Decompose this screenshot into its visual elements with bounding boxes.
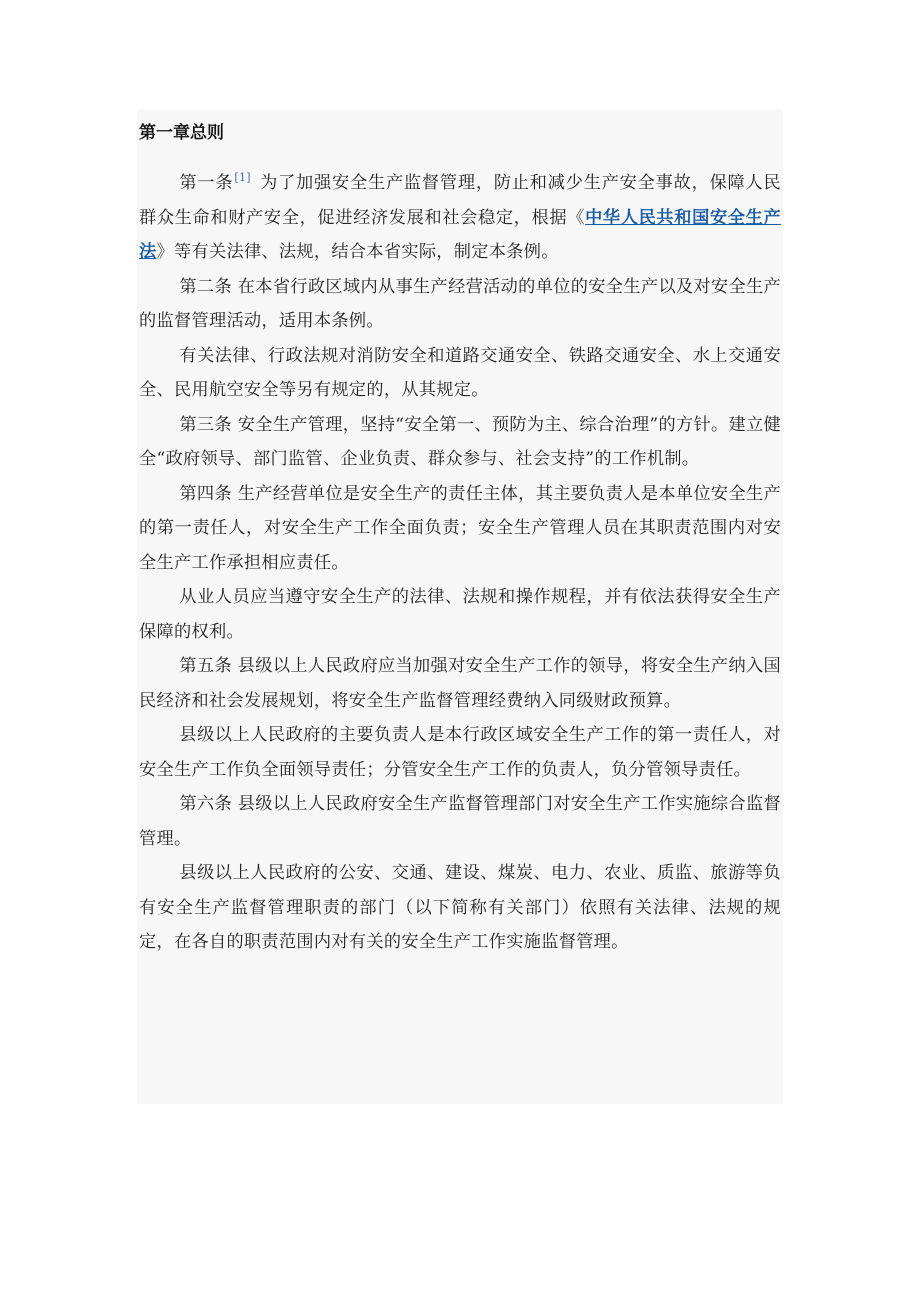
article-2: 第二条 在本省行政区域内从事生产经营活动的单位的安全生产以及对安全生产的监督管理活动，适用本条例。 (139, 276, 781, 331)
article-5: 第五条 县级以上人民政府应当加强对安全生产工作的领导，将安全生产纳入国民经济和社会发展规划，将安全生产监督管理经费纳入同级财政预算。 (139, 656, 781, 711)
article-5-clause: 县级以上人民政府的主要负责人是本行政区域安全生产工作的第一责任人，对安全生产工作负全面领导责任；分管安全生产工作的负责人，负分管领导责任。 (139, 725, 781, 780)
article-6: 第六条 县级以上人民政府安全生产监督管理部门对安全生产工作实施综合监督管理。 (139, 794, 781, 849)
article-1-text-end: 》等有关法律、法规，结合本省实际，制定本条例。 (156, 242, 559, 262)
article-4-clause: 从业人员应当遵守安全生产的法律、法规和操作规程，并有依法获得安全生产保障的权利。 (139, 587, 781, 642)
article-2-clause: 有关法律、行政法规对消防安全和道路交通安全、铁路交通安全、水上交通安全、民用航空安全等另有规定的，从其规定。 (139, 345, 781, 400)
article-1-text: 为了加强安全生产监督管理，防止和减少生产安全事故，保障人民群众生命和财产安全，促进经济发展和社会稳定，根据《 (139, 173, 782, 228)
law-link[interactable]: 中华人民共和国安全生产法 (139, 207, 781, 262)
footnote-ref[interactable]: [1] (234, 171, 251, 184)
article-1 (139, 166, 781, 270)
article-6-clause: 县级以上人民政府的公安、交通、建设、煤炭、电力、农业、质监、旅游等负有安全生产监督管理职责的部门（以下简称有关部门）依照有关法律、法规的规定，在各自的职责范围内对有关的安全生产工作实施监督管理。 (139, 863, 781, 952)
article-3: 第三条 安全生产管理，坚持“安全第一、预防为主、综合治理”的方针。建立健全“政府领导、部门监管、企业负责、群众参与、社会支持”的工作机制。 (139, 414, 781, 469)
chapter-title: 第一章总则 (139, 123, 224, 143)
article-4: 第四条 生产经营单位是安全生产的责任主体，其主要负责人是本单位安全生产的第一责任人，对安全生产工作全面负责；安全生产管理人员在其职责范围内对安全生产工作承担相应责任。 (139, 483, 781, 573)
document-body (137, 110, 783, 1104)
article-1-label: 第一条 (179, 173, 234, 193)
